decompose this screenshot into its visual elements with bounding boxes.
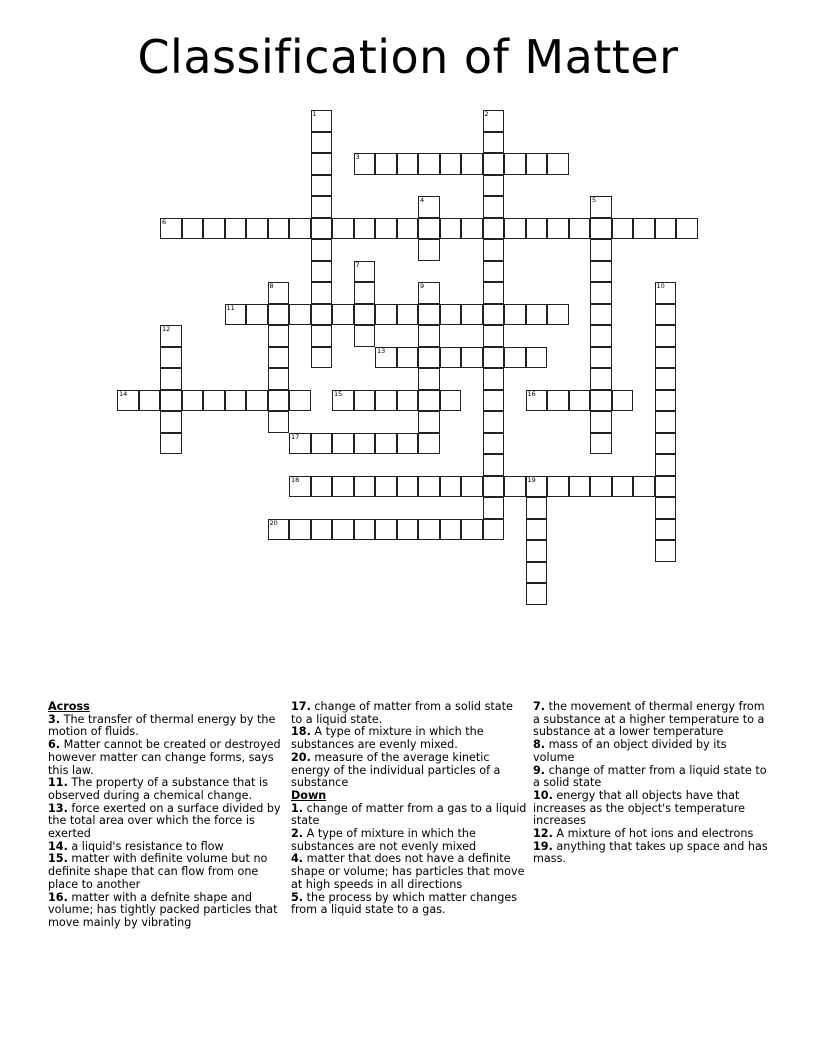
clues-section: [0, 701, 816, 961]
clue-number-label: 5: [592, 196, 597, 204]
grid-cell[interactable]: [375, 304, 397, 326]
grid-cell[interactable]: [332, 519, 354, 541]
grid-cell[interactable]: [590, 239, 612, 261]
grid-cell[interactable]: [612, 218, 634, 240]
grid-cell[interactable]: [655, 519, 677, 541]
grid-cell[interactable]: [268, 218, 290, 240]
grid-cell[interactable]: [612, 390, 634, 412]
grid-cell[interactable]: [590, 218, 612, 240]
down-clue-7: 7. the movement of thermal energy from a substance at a higher temperature to a substance at a lower temperature: [533, 700, 765, 739]
clue-number-label: 2: [484, 110, 489, 118]
clue-number-label: 1: [312, 110, 317, 118]
grid-cell[interactable]: [375, 433, 397, 455]
grid-cell[interactable]: [676, 218, 698, 240]
clue-number-label: 18: [291, 475, 300, 484]
grid-cell[interactable]: [375, 347, 397, 369]
down-clue-19: 19. anything that takes up space and has mass.: [533, 839, 768, 866]
grid-cell[interactable]: [526, 153, 548, 175]
grid-cell[interactable]: [311, 261, 333, 283]
grid-cell[interactable]: [569, 390, 591, 412]
grid-cell[interactable]: [526, 218, 548, 240]
grid-cell[interactable]: [504, 218, 526, 240]
clue-number-label: 10: [656, 282, 665, 290]
grid-cell[interactable]: [526, 476, 548, 498]
grid-cell[interactable]: [633, 476, 655, 498]
grid-cell[interactable]: [483, 175, 505, 197]
grid-cell[interactable]: [655, 433, 677, 455]
grid-cell[interactable]: [483, 261, 505, 283]
grid-cell[interactable]: [182, 390, 204, 412]
grid-cell[interactable]: [461, 347, 483, 369]
grid-cell[interactable]: [160, 368, 182, 390]
grid-cell[interactable]: [311, 476, 333, 498]
clue-number-label: 12: [162, 325, 171, 333]
grid-cell[interactable]: [655, 347, 677, 369]
grid-cell[interactable]: [268, 304, 290, 326]
grid-cell[interactable]: [268, 368, 290, 390]
clue-number-label: 7: [355, 260, 360, 269]
across-clue-17: 17. change of matter from a solid state to a liquid state.: [291, 700, 513, 726]
grid-cell[interactable]: [268, 282, 290, 304]
grid-cell[interactable]: [655, 282, 677, 304]
down-clue-10: 10. energy that all objects have that increases as the object's temperature increases: [533, 788, 745, 828]
grid-cell[interactable]: [332, 390, 354, 412]
grid-cell[interactable]: [397, 519, 419, 541]
grid-cell[interactable]: [418, 304, 440, 326]
down-clue-9: 9. change of matter from a liquid state to a solid state: [533, 763, 767, 790]
grid-cell[interactable]: [397, 153, 419, 175]
across-header: Across: [48, 700, 90, 713]
across-clue-11: 11. The property of a substance that is observed during a chemical change.: [48, 776, 268, 802]
across-clue-13: 13. force exerted on a surface divided by the total area over which the force is exerted: [48, 801, 281, 841]
grid-cell[interactable]: [332, 218, 354, 240]
grid-cell[interactable]: [483, 110, 505, 132]
grid-cell[interactable]: [547, 390, 569, 412]
grid-cell[interactable]: [289, 519, 311, 541]
grid-cell[interactable]: [526, 562, 548, 584]
grid-cell[interactable]: [289, 218, 311, 240]
grid-cell[interactable]: [526, 347, 548, 369]
grid-cell[interactable]: [483, 239, 505, 261]
grid-cell[interactable]: [418, 153, 440, 175]
grid-cell[interactable]: [440, 519, 462, 541]
grid-cell[interactable]: [483, 325, 505, 347]
grid-cell[interactable]: [418, 282, 440, 304]
grid-cell[interactable]: [225, 304, 247, 326]
grid-cell[interactable]: [311, 239, 333, 261]
clue-number-label: 15: [334, 389, 343, 398]
grid-cell[interactable]: [332, 476, 354, 498]
grid-cell[interactable]: [311, 175, 333, 197]
grid-cell[interactable]: [246, 390, 268, 412]
across-clue-3: 3. The transfer of thermal energy by the motion of fluids.: [48, 712, 276, 739]
grid-cell[interactable]: [655, 304, 677, 326]
grid-cell[interactable]: [590, 325, 612, 347]
grid-cell[interactable]: [590, 368, 612, 390]
grid-cell[interactable]: [375, 476, 397, 498]
puzzle-title: Classification of Matter: [137, 30, 679, 84]
grid-cell[interactable]: [483, 347, 505, 369]
grid-cell[interactable]: [590, 196, 612, 218]
clue-number-label: 13: [377, 346, 386, 355]
grid-cell[interactable]: [440, 153, 462, 175]
grid-cell[interactable]: [397, 347, 419, 369]
grid-cell[interactable]: [332, 304, 354, 326]
grid-cell[interactable]: [268, 347, 290, 369]
grid-cell[interactable]: [655, 368, 677, 390]
grid-cell[interactable]: [246, 304, 268, 326]
grid-cell[interactable]: [354, 390, 376, 412]
grid-cell[interactable]: [590, 476, 612, 498]
across-clue-14: 14. a liquid's resistance to flow: [48, 839, 224, 853]
grid-cell[interactable]: [268, 390, 290, 412]
grid-cell[interactable]: [311, 282, 333, 304]
grid-cell[interactable]: [590, 304, 612, 326]
grid-cell[interactable]: [504, 476, 526, 498]
grid-cell[interactable]: [418, 519, 440, 541]
grid-cell[interactable]: [483, 218, 505, 240]
grid-cell[interactable]: [655, 497, 677, 519]
grid-cell[interactable]: [483, 368, 505, 390]
grid-cell[interactable]: [483, 196, 505, 218]
grid-cell[interactable]: [547, 476, 569, 498]
grid-cell[interactable]: [268, 411, 290, 433]
grid-cell[interactable]: [440, 218, 462, 240]
grid-cell[interactable]: [397, 390, 419, 412]
grid-cell[interactable]: [504, 347, 526, 369]
grid-cell[interactable]: [354, 282, 376, 304]
clue-number-label: 8: [269, 282, 274, 290]
grid-cell[interactable]: [203, 390, 225, 412]
grid-cell[interactable]: [590, 433, 612, 455]
grid-cell[interactable]: [504, 153, 526, 175]
grid-cell[interactable]: [117, 390, 139, 412]
grid-cell[interactable]: [397, 476, 419, 498]
grid-cell[interactable]: [655, 540, 677, 562]
grid-cell[interactable]: [483, 411, 505, 433]
grid-cell[interactable]: [397, 304, 419, 326]
grid-cell[interactable]: [311, 196, 333, 218]
grid-cell[interactable]: [590, 411, 612, 433]
grid-cell[interactable]: [418, 390, 440, 412]
grid-cell[interactable]: [160, 411, 182, 433]
grid-cell[interactable]: [289, 390, 311, 412]
grid-cell[interactable]: [354, 304, 376, 326]
grid-cell[interactable]: [418, 239, 440, 261]
grid-cell[interactable]: [289, 476, 311, 498]
clue-column-2: [291, 701, 527, 917]
grid-cell[interactable]: [461, 476, 483, 498]
grid-cell[interactable]: [354, 519, 376, 541]
grid-cell[interactable]: [311, 519, 333, 541]
grid-cell[interactable]: [375, 153, 397, 175]
down-clue-8: 8. mass of an object divided by its volume: [533, 738, 727, 764]
down-clue-1: 1. change of matter from a gas to a liquid state: [291, 801, 527, 828]
grid-cell[interactable]: [526, 519, 548, 541]
grid-cell[interactable]: [160, 218, 182, 240]
grid-cell[interactable]: [375, 218, 397, 240]
grid-cell[interactable]: [354, 433, 376, 455]
grid-cell[interactable]: [590, 390, 612, 412]
grid-cell[interactable]: [289, 304, 311, 326]
grid-cell[interactable]: [483, 390, 505, 412]
grid-cell[interactable]: [526, 304, 548, 326]
grid-cell[interactable]: [246, 218, 268, 240]
grid-cell[interactable]: [354, 476, 376, 498]
grid-cell[interactable]: [182, 218, 204, 240]
grid-cell[interactable]: [483, 497, 505, 519]
grid-cell[interactable]: [225, 390, 247, 412]
clue-column-3: [533, 701, 769, 866]
grid-cell[interactable]: [655, 325, 677, 347]
across-clue-16: 16. matter with a defnite shape and volume; has tightly packed particles that move mainly by vibrating: [48, 890, 278, 929]
grid-cell[interactable]: [418, 196, 440, 218]
grid-cell[interactable]: [418, 433, 440, 455]
grid-cell[interactable]: [483, 282, 505, 304]
clue-column-1: [48, 701, 284, 930]
grid-cell[interactable]: [418, 411, 440, 433]
grid-cell[interactable]: [655, 390, 677, 412]
clue-number-label: 20: [269, 518, 278, 527]
clue-number-label: 11: [226, 303, 235, 312]
grid-cell[interactable]: [483, 519, 505, 541]
grid-cell[interactable]: [418, 218, 440, 240]
grid-cell[interactable]: [418, 476, 440, 498]
grid-cell[interactable]: [289, 433, 311, 455]
grid-cell[interactable]: [526, 497, 548, 519]
grid-cell[interactable]: [461, 304, 483, 326]
clue-number-label: 6: [162, 217, 167, 226]
grid-cell[interactable]: [612, 476, 634, 498]
down-header: Down: [291, 788, 327, 802]
across-clue-15: 15. matter with definite volume but no definite shape that can flow from one place to another: [48, 852, 268, 891]
grid-cell[interactable]: [354, 261, 376, 283]
grid-cell[interactable]: [655, 454, 677, 476]
grid-cell[interactable]: [225, 218, 247, 240]
grid-cell[interactable]: [354, 325, 376, 347]
grid-cell[interactable]: [655, 476, 677, 498]
grid-cell[interactable]: [354, 153, 376, 175]
grid-cell[interactable]: [483, 304, 505, 326]
grid-cell[interactable]: [440, 304, 462, 326]
grid-cell[interactable]: [418, 368, 440, 390]
clue-number-label: 9: [420, 282, 425, 290]
grid-cell[interactable]: [311, 347, 333, 369]
clue-number-label: 17: [291, 432, 300, 441]
grid-cell[interactable]: [311, 153, 333, 175]
grid-cell[interactable]: [461, 519, 483, 541]
grid-cell[interactable]: [418, 347, 440, 369]
down-clue-12: 12. A mixture of hot ions and electrons: [533, 827, 754, 841]
across-clue-6: 6. Matter cannot be created or destroyed however matter can change forms, says this law.: [48, 738, 281, 777]
grid-cell[interactable]: [440, 347, 462, 369]
grid-cell[interactable]: [311, 304, 333, 326]
grid-cell[interactable]: [483, 433, 505, 455]
grid-cell[interactable]: [590, 261, 612, 283]
grid-cell[interactable]: [526, 540, 548, 562]
grid-cell[interactable]: [268, 325, 290, 347]
clue-number-label: 3: [355, 153, 360, 161]
down-clue-5: 5. the process by which matter changes from a liquid state to a gas.: [291, 890, 518, 917]
grid-cell[interactable]: [418, 325, 440, 347]
grid-cell[interactable]: [311, 218, 333, 240]
grid-cell[interactable]: [440, 390, 462, 412]
grid-cell[interactable]: [655, 218, 677, 240]
grid-cell[interactable]: [526, 583, 548, 605]
across-clue-18: 18. A type of mixture in which the substances are evenly mixed.: [291, 725, 484, 752]
grid-cell[interactable]: [461, 153, 483, 175]
grid-cell[interactable]: [483, 132, 505, 154]
grid-cell[interactable]: [590, 282, 612, 304]
grid-cell[interactable]: [160, 347, 182, 369]
grid-cell[interactable]: [633, 218, 655, 240]
grid-cell[interactable]: [332, 433, 354, 455]
grid-cell[interactable]: [375, 519, 397, 541]
grid-cell[interactable]: [655, 411, 677, 433]
grid-cell[interactable]: [569, 218, 591, 240]
grid-cell[interactable]: [483, 153, 505, 175]
grid-cell[interactable]: [203, 218, 225, 240]
grid-cell[interactable]: [311, 132, 333, 154]
down-clue-4: 4. matter that does not have a definite shape or volume; has particles that move at high speeds in all directions: [291, 852, 525, 891]
grid-cell[interactable]: [569, 476, 591, 498]
grid-cell[interactable]: [590, 347, 612, 369]
grid-cell[interactable]: [397, 218, 419, 240]
grid-cell[interactable]: [440, 476, 462, 498]
grid-cell[interactable]: [160, 390, 182, 412]
grid-cell[interactable]: [397, 433, 419, 455]
grid-cell[interactable]: [461, 218, 483, 240]
grid-cell[interactable]: [483, 454, 505, 476]
grid-cell[interactable]: [268, 519, 290, 541]
grid-cell[interactable]: [354, 218, 376, 240]
down-clue-2: 2. A type of mixture in which the substances are not evenly mixed: [291, 827, 477, 853]
grid-cell[interactable]: [547, 153, 569, 175]
grid-cell[interactable]: [311, 433, 333, 455]
grid-cell[interactable]: [160, 433, 182, 455]
across-clue-20: 20. measure of the average kinetic energy of the individual particles of a substance: [291, 750, 501, 790]
grid-cell[interactable]: [311, 110, 333, 132]
grid-cell[interactable]: [160, 325, 182, 347]
grid-cell[interactable]: [547, 218, 569, 240]
clue-number-label: 16: [527, 389, 536, 398]
clue-number-label: 4: [420, 196, 425, 204]
grid-cell[interactable]: [311, 325, 333, 347]
clue-number-label: 19: [527, 475, 536, 484]
grid-cell[interactable]: [504, 304, 526, 326]
grid-cell[interactable]: [483, 476, 505, 498]
grid-cell[interactable]: [547, 304, 569, 326]
grid-cell[interactable]: [375, 390, 397, 412]
grid-cell[interactable]: [139, 390, 161, 412]
clue-number-label: 14: [119, 389, 128, 398]
grid-cell[interactable]: [526, 390, 548, 412]
